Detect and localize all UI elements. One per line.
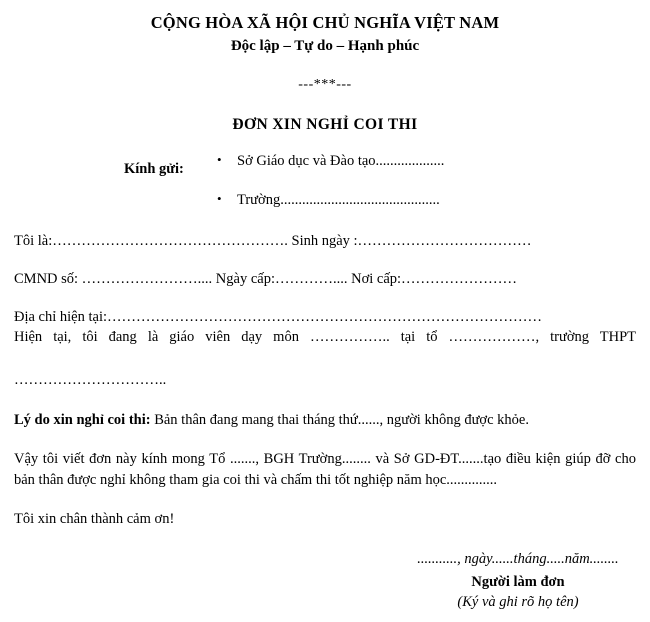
signer-title: Người làm đơn bbox=[471, 573, 565, 590]
recipient-list bbox=[14, 152, 636, 210]
reason-line bbox=[14, 411, 636, 431]
applicant-address-line: Địa chỉ hiện tại:……………………………………………………………………………… bbox=[14, 308, 543, 325]
list-item: • Sở Giáo dục và Đào tạo................... bbox=[14, 152, 636, 172]
document-page bbox=[0, 12, 650, 622]
list-item: • Trường............................................ bbox=[14, 191, 636, 211]
signature-date-line: ..........., ngày......tháng.....năm........ bbox=[417, 551, 619, 567]
reason-label: Lý do xin nghỉ coi thi: bbox=[14, 412, 151, 429]
current-job-line: Hiện tại, tôi đang là giáo viên dạy môn …………….. tại tổ ………………, trường THPT bbox=[14, 329, 636, 346]
national-motto: Độc lập – Tự do – Hạnh phúc bbox=[230, 38, 420, 55]
section-separator: ---***--- bbox=[298, 76, 352, 92]
signature-block bbox=[396, 550, 640, 613]
applicant-name-line: Tôi là:…………………………………………. Sinh ngày :……………………………… bbox=[14, 233, 532, 250]
signer-note: (Ký và ghi rõ họ tên) bbox=[457, 594, 579, 611]
reason-text: Bản thân đang mang thai tháng thứ......, người không được khỏe. bbox=[150, 412, 529, 429]
page-title: ĐƠN XIN NGHỈ COI THI bbox=[232, 116, 418, 134]
national-heading: CỘNG HÒA XÃ HỘI CHỦ NGHĨA VIỆT NAM bbox=[150, 13, 500, 32]
request-paragraph: Vậy tôi viết đơn này kính mong Tổ ......., BGH Trường........ và Sở GD-ĐT.......tạo điều kiện giúp đỡ cho bản thân được nghỉ không tham gia coi thi và chấm thi tốt nghiệp năm học.............. bbox=[14, 450, 636, 488]
current-job-line-continuation: ………………………….. bbox=[14, 372, 167, 389]
recipient-label: Kính gửi: bbox=[124, 161, 184, 178]
applicant-id-line: CMND số: …………………….... Ngày cấp:………….... Nơi cấp:…………………… bbox=[14, 271, 518, 288]
recipient-block bbox=[14, 152, 636, 214]
thanks-line: Tôi xin chân thành cảm ơn! bbox=[14, 510, 175, 527]
